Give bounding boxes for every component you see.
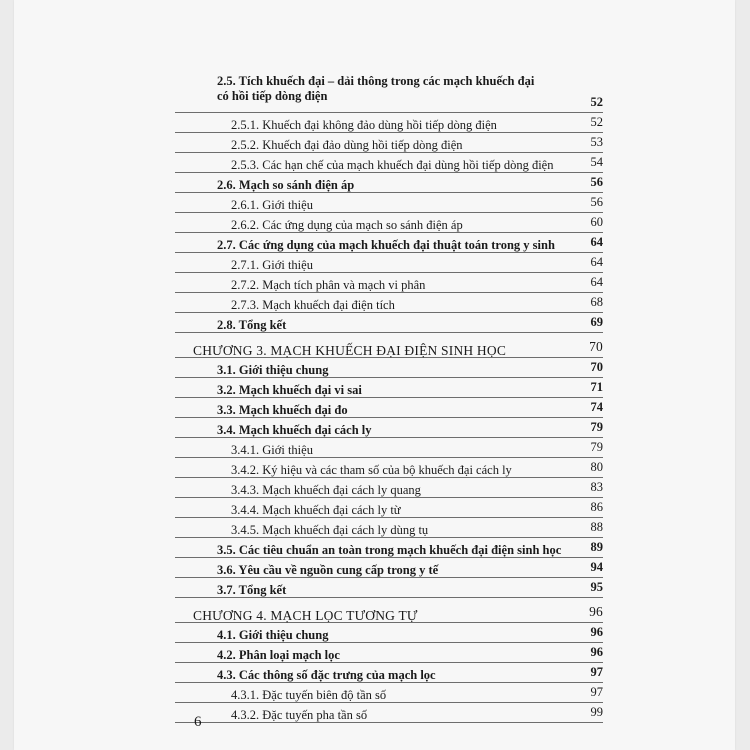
toc-entry-page: 95 <box>590 580 603 594</box>
toc-entry-page: 68 <box>590 295 603 309</box>
toc-entry <box>175 663 603 683</box>
toc-entry <box>175 293 603 313</box>
toc-entry-title: 4.1. Giới thiệu chung <box>217 628 329 642</box>
toc-entry-page: 79 <box>590 420 603 434</box>
toc-entry <box>175 113 603 133</box>
toc-entry <box>175 498 603 518</box>
toc-entry-page: 96 <box>590 645 603 659</box>
table-of-contents <box>175 74 603 723</box>
page-number: 6 <box>194 714 202 730</box>
toc-entry-title: 2.5. Tích khuếch đại – dải thông trong các mạch khuếch đại có hồi tiếp dòng điện <box>217 74 535 103</box>
toc-entry <box>175 378 603 398</box>
toc-entry <box>175 153 603 173</box>
toc-entry-title: 3.1. Giới thiệu chung <box>217 363 329 377</box>
toc-entry <box>175 133 603 153</box>
toc-entry-title: 4.3.2. Đặc tuyến pha tần số <box>231 708 368 722</box>
toc-entry-title: 3.4.5. Mạch khuếch đại cách ly dùng tụ <box>231 523 429 537</box>
toc-entry-title: 3.5. Các tiêu chuẩn an toàn trong mạch khuếch đại điện sinh học <box>217 543 562 557</box>
toc-entry-page: 64 <box>590 235 603 249</box>
toc-entry-page: 54 <box>590 155 603 169</box>
toc-entry-page: 89 <box>590 540 603 554</box>
toc-entry-title: 2.7.1. Giới thiệu <box>231 258 313 272</box>
toc-chapter-entry <box>175 598 603 623</box>
toc-entry-page: 97 <box>590 685 603 699</box>
toc-entry-page: 56 <box>590 195 603 209</box>
toc-entry-title: CHƯƠNG 4. MẠCH LỌC TƯƠNG TỰ <box>193 608 418 623</box>
toc-entry-title: 2.7. Các ứng dụng của mạch khuếch đại thuật toán trong y sinh <box>217 238 555 252</box>
toc-entry-title: 3.6. Yêu cầu về nguồn cung cấp trong y tế <box>217 563 439 577</box>
toc-entry-title: 2.6. Mạch so sánh điện áp <box>217 178 355 192</box>
toc-entry-title: 2.7.2. Mạch tích phân và mạch vi phân <box>231 278 426 292</box>
toc-entry-title: 4.2. Phân loại mạch lọc <box>217 648 340 662</box>
toc-entry <box>175 458 603 478</box>
toc-entry-page: 69 <box>590 315 603 329</box>
toc-entry-title: 4.3. Các thông số đặc trưng của mạch lọc <box>217 668 436 682</box>
toc-entry <box>175 643 603 663</box>
toc-entry-title: 3.4. Mạch khuếch đại cách ly <box>217 423 372 437</box>
toc-entry <box>175 418 603 438</box>
toc-entry-title: 3.4.1. Giới thiệu <box>231 443 313 457</box>
toc-entry-page: 97 <box>590 665 603 679</box>
toc-entry-title: 2.8. Tổng kết <box>217 318 287 332</box>
toc-entry-title: 2.5.1. Khuếch đại không đảo dùng hồi tiếp dòng điện <box>231 118 497 132</box>
toc-entry-page: 74 <box>590 400 603 414</box>
toc-entry-page: 60 <box>590 215 603 229</box>
toc-entry <box>175 173 603 193</box>
toc-entry <box>175 253 603 273</box>
toc-entry-title: 3.4.2. Ký hiệu và các tham số của bộ khuếch đại cách ly <box>231 463 512 477</box>
toc-entry-page: 86 <box>590 500 603 514</box>
toc-entry <box>175 623 603 643</box>
toc-entry <box>175 213 603 233</box>
toc-entry-page: 83 <box>590 480 603 494</box>
toc-entry <box>175 478 603 498</box>
toc-entry-title: 2.5.3. Các hạn chế của mạch khuếch đại dùng hồi tiếp dòng điện <box>231 158 554 172</box>
toc-entry <box>175 74 603 113</box>
toc-entry <box>175 558 603 578</box>
toc-entry-title: 3.2. Mạch khuếch đại vi sai <box>217 383 362 397</box>
toc-entry <box>175 438 603 458</box>
toc-entry-page: 52 <box>590 115 603 129</box>
toc-entry <box>175 313 603 333</box>
toc-entry-page: 79 <box>590 440 603 454</box>
toc-entry <box>175 683 603 703</box>
toc-entry-title: 4.3.1. Đặc tuyến biên độ tần số <box>231 688 387 702</box>
toc-entry-page: 53 <box>590 135 603 149</box>
toc-entry-page: 56 <box>590 175 603 189</box>
toc-entry-page: 96 <box>589 604 603 619</box>
toc-entry-page: 88 <box>590 520 603 534</box>
toc-entry <box>175 233 603 253</box>
toc-entry <box>175 273 603 293</box>
toc-entry-title: 2.6.1. Giới thiệu <box>231 198 313 212</box>
toc-entry-title: 3.4.4. Mạch khuếch đại cách ly từ <box>231 503 401 517</box>
toc-entry-title: 2.5.2. Khuếch đại đảo dùng hồi tiếp dòng điện <box>231 138 463 152</box>
toc-entry-page: 96 <box>590 625 603 639</box>
toc-entry <box>175 578 603 598</box>
toc-entry-page: 94 <box>590 560 603 574</box>
toc-entry-title: 3.3. Mạch khuếch đại đo <box>217 403 348 417</box>
toc-entry-page: 80 <box>590 460 603 474</box>
toc-chapter-entry <box>175 333 603 358</box>
toc-entry <box>175 193 603 213</box>
toc-entry-page: 52 <box>590 95 603 109</box>
toc-entry <box>175 538 603 558</box>
toc-entry-title: 3.4.3. Mạch khuếch đại cách ly quang <box>231 483 421 497</box>
toc-entry <box>175 398 603 418</box>
toc-entry <box>175 703 603 723</box>
toc-entry-page: 70 <box>589 339 603 354</box>
toc-entry-title: 2.6.2. Các ứng dụng của mạch so sánh điện áp <box>231 218 463 232</box>
book-page <box>14 0 735 750</box>
toc-entry-title: 3.7. Tổng kết <box>217 583 287 597</box>
toc-entry-page: 64 <box>590 275 603 289</box>
toc-entry-page: 99 <box>590 705 603 719</box>
toc-entry-page: 71 <box>590 380 603 394</box>
toc-entry <box>175 518 603 538</box>
toc-entry-page: 64 <box>590 255 603 269</box>
toc-entry <box>175 358 603 378</box>
toc-entry-page: 70 <box>590 360 603 374</box>
toc-entry-title: 2.7.3. Mạch khuếch đại điện tích <box>231 298 395 312</box>
toc-entry-title: CHƯƠNG 3. MẠCH KHUẾCH ĐẠI ĐIỆN SINH HỌC <box>193 343 507 358</box>
